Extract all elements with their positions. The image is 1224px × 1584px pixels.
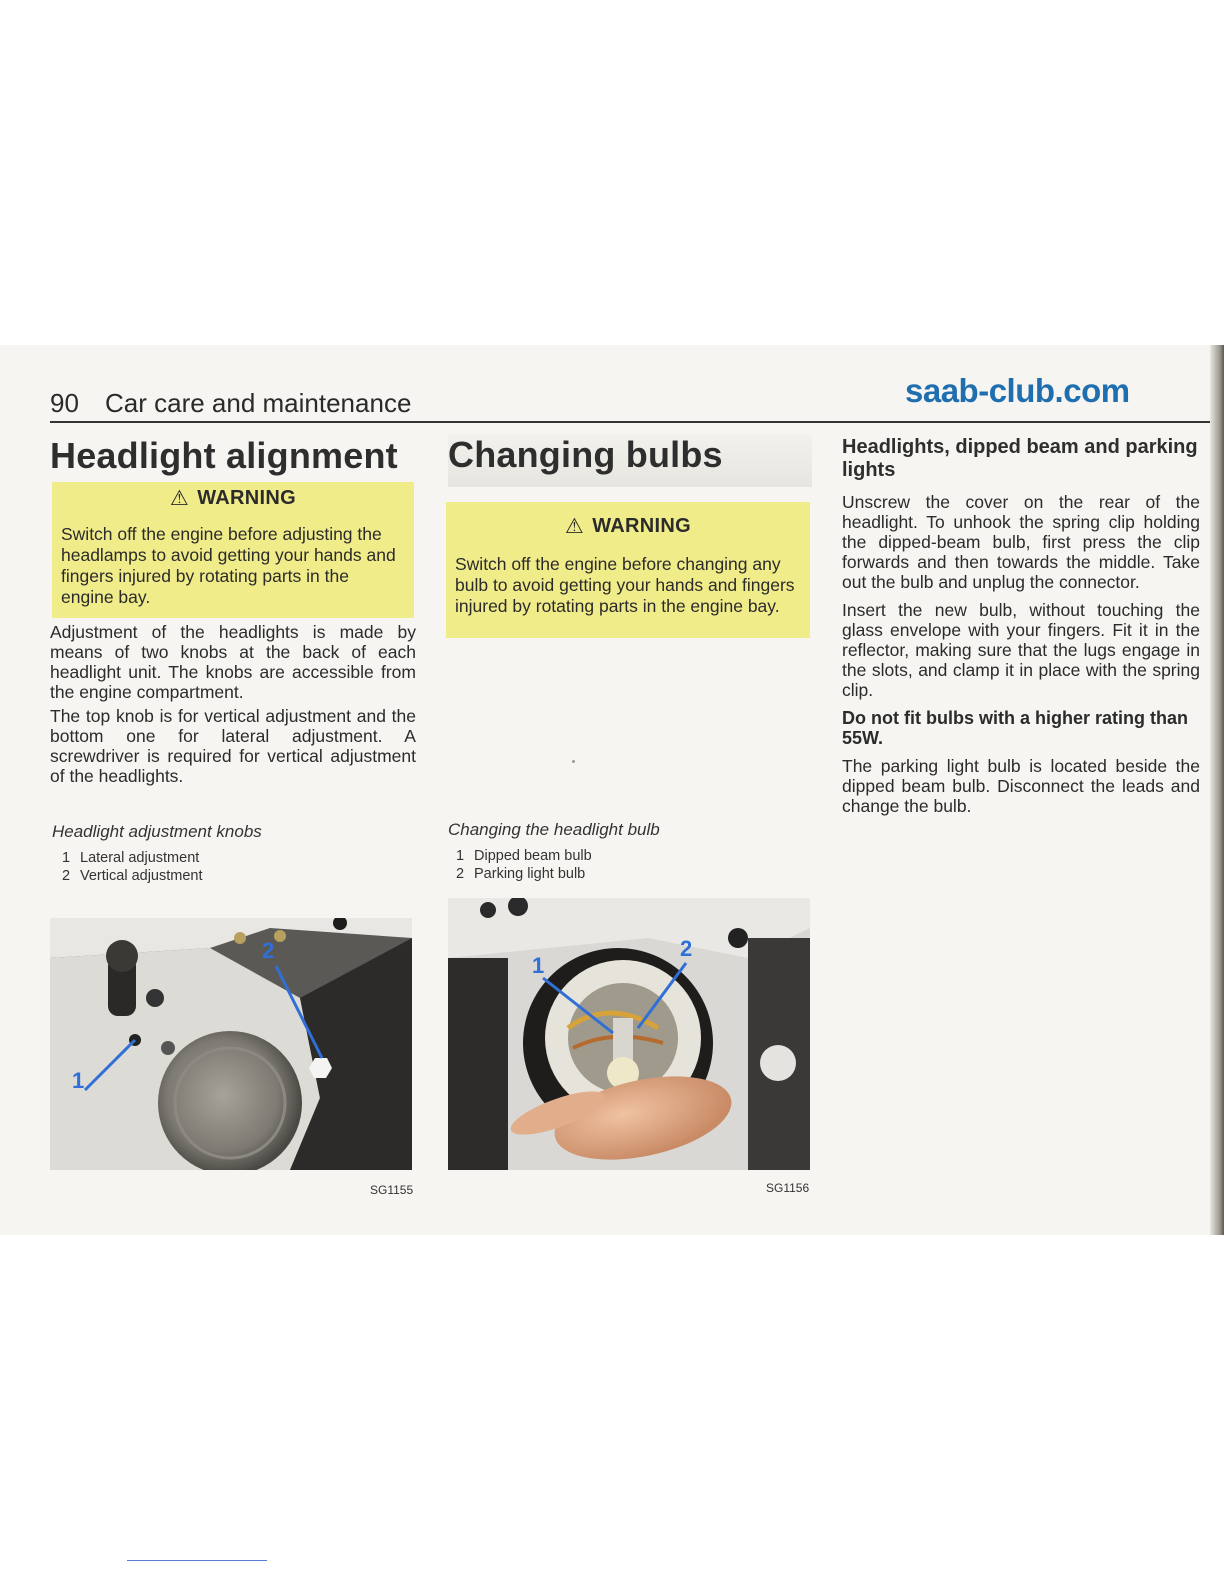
figure-legend-knobs bbox=[62, 849, 203, 885]
marker-2: 2 bbox=[680, 936, 693, 961]
warning-box-bulbs bbox=[446, 502, 810, 638]
changing-bulbs-title: Changing bulbs bbox=[448, 435, 812, 487]
right-paragraph-2: Insert the new bulb, without touching the glass envelope with your fingers. Fit it in the reflector, making sure that the lugs engage in the slots, and clamp it in place with the spring clip. bbox=[842, 600, 1200, 700]
header-rule bbox=[50, 421, 1210, 423]
warning-triangle-icon: ⚠ bbox=[170, 487, 190, 510]
legend-item bbox=[62, 849, 203, 867]
legend-number: 2 bbox=[62, 868, 71, 884]
right-paragraph-1: Unscrew the cover on the rear of the headlight. To unhook the spring clip holding the dipped-beam bulb, first press the clip forwards and then towards the middle. Take out the bulb and unplug the connector. bbox=[842, 492, 1200, 592]
warning-heading-text: WARNING bbox=[592, 515, 691, 537]
right-column bbox=[842, 436, 1200, 824]
photo-code: SG1156 bbox=[766, 1181, 810, 1195]
marker-1: 1 bbox=[72, 1068, 85, 1093]
bottom-underline bbox=[127, 1560, 267, 1561]
figure-caption-bulb: Changing the headlight bulb bbox=[448, 820, 660, 839]
section-title: Car care and maintenance bbox=[105, 388, 412, 418]
warning-heading bbox=[52, 488, 414, 509]
dipped-beam-heading: Headlights, dipped beam and parking lights bbox=[842, 436, 1198, 481]
alignment-body bbox=[50, 622, 416, 786]
alignment-paragraph-1: Adjustment of the headlights is made by means of two knobs at the back of each headlight unit. The knobs are accessible from the engine compartment. bbox=[50, 622, 416, 702]
wattage-note: Do not fit bulbs with a higher rating than 55W. bbox=[842, 708, 1188, 748]
marker-2: 2 bbox=[262, 938, 275, 963]
warning-heading-text: WARNING bbox=[197, 487, 296, 509]
legend-number: 2 bbox=[456, 866, 465, 882]
legend-number: 1 bbox=[456, 848, 465, 864]
legend-item bbox=[456, 847, 592, 865]
figure-caption-knobs: Headlight adjustment knobs bbox=[52, 822, 262, 841]
right-paragraph-3: The parking light bulb is located beside the dipped beam bulb. Disconnect the leads and change the bulb. bbox=[842, 756, 1200, 816]
page-edge-shadow bbox=[1210, 345, 1224, 1235]
legend-label: Vertical adjustment bbox=[80, 868, 203, 884]
warning-heading bbox=[446, 516, 810, 537]
legend-label: Lateral adjustment bbox=[80, 850, 200, 866]
headlight-knobs-photo bbox=[50, 918, 412, 1170]
warning-triangle-icon: ⚠ bbox=[565, 515, 585, 538]
warning-box-alignment bbox=[52, 482, 414, 618]
page-number: 90 bbox=[50, 388, 79, 418]
legend-label: Parking light bulb bbox=[474, 866, 586, 882]
photo-code: SG1155 bbox=[370, 1183, 414, 1197]
legend-number: 1 bbox=[62, 850, 71, 866]
legend-item bbox=[456, 865, 592, 883]
warning-text: Switch off the engine before adjusting the headlamps to avoid getting your hands and fingers injured by rotating parts in the engine bay. bbox=[61, 524, 396, 607]
legend-label: Dipped beam bulb bbox=[474, 848, 592, 864]
scan-speck bbox=[572, 760, 575, 763]
legend-item bbox=[62, 867, 203, 885]
site-logo: saab-club.com bbox=[905, 372, 1130, 409]
headlight-alignment-title: Headlight alignment bbox=[50, 435, 398, 476]
warning-text: Switch off the engine before changing any bulb to avoid getting your hands and fingers injured by rotating parts in the engine bay. bbox=[455, 554, 795, 616]
alignment-paragraph-2: The top knob is for vertical adjustment and the bottom one for lateral adjustment. A screwdriver is required for vertical adjustment of the headlights. bbox=[50, 706, 416, 786]
bulb-change-photo bbox=[448, 898, 810, 1170]
figure-legend-bulb bbox=[456, 847, 592, 883]
marker-1: 1 bbox=[532, 953, 545, 978]
